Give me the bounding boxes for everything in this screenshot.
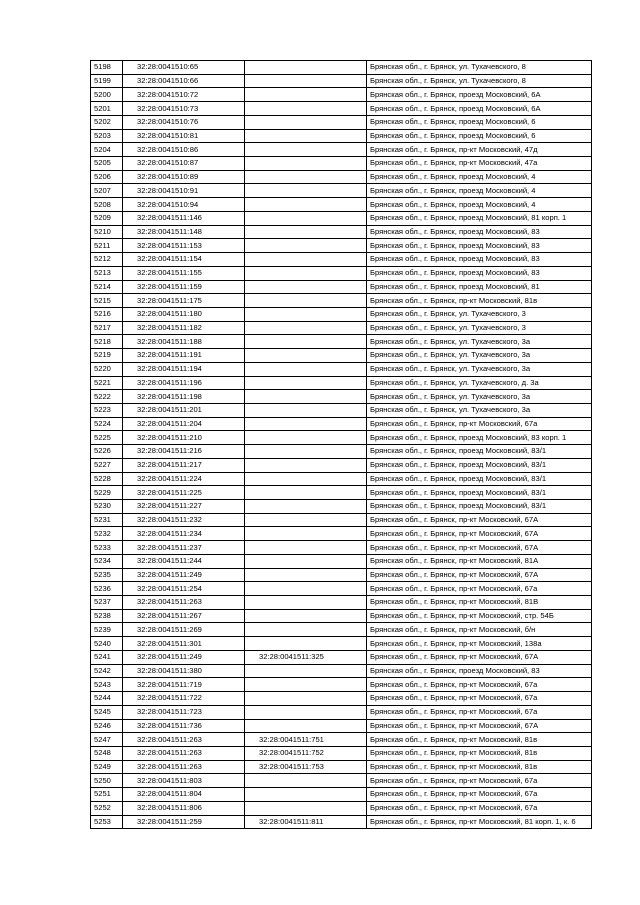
row-number-cell: 5209 — [91, 211, 123, 225]
cadastral-number-cell: 32:28:0041511:263 — [123, 746, 245, 760]
address-cell: Брянская обл., г. Брянск, пр-кт Московский, 81В — [367, 596, 592, 610]
address-cell: Брянская обл., г. Брянск, пр-кт Московский, 81в — [367, 294, 592, 308]
table-row — [91, 280, 592, 294]
table-row — [91, 335, 592, 349]
row-number-cell: 5245 — [91, 705, 123, 719]
address-cell: Брянская обл., г. Брянск, проезд Московский, 4 — [367, 170, 592, 184]
table-row — [91, 61, 592, 75]
cadastral-number-cell: 32:28:0041510:94 — [123, 198, 245, 212]
address-cell: Брянская обл., г. Брянск, пр-кт Московский, 47д — [367, 143, 592, 157]
related-cadastral-number-cell — [245, 678, 367, 692]
table-row — [91, 500, 592, 514]
related-cadastral-number-cell — [245, 307, 367, 321]
table-row — [91, 760, 592, 774]
row-number-cell: 5250 — [91, 774, 123, 788]
related-cadastral-number-cell — [245, 349, 367, 363]
address-cell: Брянская обл., г. Брянск, пр-кт Московский, 67А — [367, 513, 592, 527]
cadastral-number-cell: 32:28:0041511:216 — [123, 445, 245, 459]
related-cadastral-number-cell — [245, 664, 367, 678]
cadastral-number-cell: 32:28:0041511:225 — [123, 486, 245, 500]
row-number-cell: 5217 — [91, 321, 123, 335]
parcel-table-body — [91, 61, 592, 829]
address-cell: Брянская обл., г. Брянск, пр-кт Московский, 67а — [367, 801, 592, 815]
cadastral-number-cell: 32:28:0041511:736 — [123, 719, 245, 733]
related-cadastral-number-cell — [245, 431, 367, 445]
related-cadastral-number-cell — [245, 527, 367, 541]
related-cadastral-number-cell — [245, 568, 367, 582]
related-cadastral-number-cell — [245, 143, 367, 157]
address-cell: Брянская обл., г. Брянск, пр-кт Московский, 67А — [367, 541, 592, 555]
address-cell: Брянская обл., г. Брянск, пр-кт Московский, 67а — [367, 692, 592, 706]
address-cell: Брянская обл., г. Брянск, ул. Тухачевского, 8 — [367, 61, 592, 75]
address-cell: Брянская обл., г. Брянск, пр-кт Московский, 67а — [367, 582, 592, 596]
address-cell: Брянская обл., г. Брянск, ул. Тухачевского, 3а — [367, 362, 592, 376]
address-cell: Брянская обл., г. Брянск, ул. Тухачевского, 3 — [367, 307, 592, 321]
cadastral-number-cell: 32:28:0041510:87 — [123, 157, 245, 171]
related-cadastral-number-cell — [245, 376, 367, 390]
cadastral-number-cell: 32:28:0041510:89 — [123, 170, 245, 184]
cadastral-number-cell: 32:28:0041511:227 — [123, 500, 245, 514]
cadastral-number-cell: 32:28:0041511:804 — [123, 788, 245, 802]
row-number-cell: 5211 — [91, 239, 123, 253]
row-number-cell: 5243 — [91, 678, 123, 692]
table-row — [91, 541, 592, 555]
table-row — [91, 568, 592, 582]
row-number-cell: 5248 — [91, 746, 123, 760]
address-cell: Брянская обл., г. Брянск, ул. Тухачевского, 3а — [367, 403, 592, 417]
row-number-cell: 5244 — [91, 692, 123, 706]
address-cell: Брянская обл., г. Брянск, пр-кт Московский, 81в — [367, 733, 592, 747]
row-number-cell: 5210 — [91, 225, 123, 239]
row-number-cell: 5246 — [91, 719, 123, 733]
table-row — [91, 746, 592, 760]
row-number-cell: 5198 — [91, 61, 123, 75]
related-cadastral-number-cell: 32:28:0041511:811 — [245, 815, 367, 829]
table-row — [91, 733, 592, 747]
related-cadastral-number-cell — [245, 266, 367, 280]
address-cell: Брянская обл., г. Брянск, пр-кт Московский, 67А — [367, 650, 592, 664]
address-cell: Брянская обл., г. Брянск, проезд Московский, 81 — [367, 280, 592, 294]
row-number-cell: 5230 — [91, 500, 123, 514]
address-cell: Брянская обл., г. Брянск, пр-кт Московский, б/н — [367, 623, 592, 637]
cadastral-number-cell: 32:28:0041510:72 — [123, 88, 245, 102]
cadastral-number-cell: 32:28:0041511:210 — [123, 431, 245, 445]
row-number-cell: 5233 — [91, 541, 123, 555]
cadastral-number-cell: 32:28:0041511:153 — [123, 239, 245, 253]
table-row — [91, 239, 592, 253]
table-row — [91, 513, 592, 527]
related-cadastral-number-cell — [245, 129, 367, 143]
cadastral-number-cell: 32:28:0041511:269 — [123, 623, 245, 637]
cadastral-number-cell: 32:28:0041511:155 — [123, 266, 245, 280]
table-row — [91, 431, 592, 445]
row-number-cell: 5228 — [91, 472, 123, 486]
row-number-cell: 5236 — [91, 582, 123, 596]
table-row — [91, 445, 592, 459]
table-row — [91, 143, 592, 157]
related-cadastral-number-cell — [245, 554, 367, 568]
related-cadastral-number-cell — [245, 280, 367, 294]
table-row — [91, 609, 592, 623]
cadastral-number-cell: 32:28:0041511:159 — [123, 280, 245, 294]
cadastral-number-cell: 32:28:0041511:188 — [123, 335, 245, 349]
table-row — [91, 637, 592, 651]
cadastral-number-cell: 32:28:0041511:380 — [123, 664, 245, 678]
cadastral-number-cell: 32:28:0041511:201 — [123, 403, 245, 417]
row-number-cell: 5240 — [91, 637, 123, 651]
related-cadastral-number-cell — [245, 294, 367, 308]
cadastral-number-cell: 32:28:0041511:175 — [123, 294, 245, 308]
table-row — [91, 403, 592, 417]
related-cadastral-number-cell — [245, 788, 367, 802]
related-cadastral-number-cell — [245, 102, 367, 116]
row-number-cell: 5208 — [91, 198, 123, 212]
row-number-cell: 5238 — [91, 609, 123, 623]
row-number-cell: 5231 — [91, 513, 123, 527]
row-number-cell: 5237 — [91, 596, 123, 610]
row-number-cell: 5200 — [91, 88, 123, 102]
address-cell: Брянская обл., г. Брянск, пр-кт Московский, 67А — [367, 719, 592, 733]
address-cell: Брянская обл., г. Брянск, ул. Тухачевского, 3а — [367, 349, 592, 363]
address-cell: Брянская обл., г. Брянск, пр-кт Московский, 138а — [367, 637, 592, 651]
table-row — [91, 705, 592, 719]
cadastral-number-cell: 32:28:0041511:263 — [123, 733, 245, 747]
table-row — [91, 417, 592, 431]
row-number-cell: 5241 — [91, 650, 123, 664]
cadastral-number-cell: 32:28:0041511:232 — [123, 513, 245, 527]
table-row — [91, 376, 592, 390]
related-cadastral-number-cell — [245, 692, 367, 706]
address-cell: Брянская обл., г. Брянск, проезд Московский, 6 — [367, 129, 592, 143]
related-cadastral-number-cell — [245, 417, 367, 431]
row-number-cell: 5252 — [91, 801, 123, 815]
table-row — [91, 774, 592, 788]
cadastral-number-cell: 32:28:0041511:254 — [123, 582, 245, 596]
cadastral-number-cell: 32:28:0041511:249 — [123, 568, 245, 582]
address-cell: Брянская обл., г. Брянск, проезд Московский, 83 — [367, 225, 592, 239]
cadastral-number-cell: 32:28:0041511:267 — [123, 609, 245, 623]
row-number-cell: 5201 — [91, 102, 123, 116]
address-cell: Брянская обл., г. Брянск, проезд Московский, 6А — [367, 88, 592, 102]
related-cadastral-number-cell — [245, 458, 367, 472]
cadastral-number-cell: 32:28:0041511:259 — [123, 815, 245, 829]
address-cell: Брянская обл., г. Брянск, проезд Московский, 6 — [367, 115, 592, 129]
cadastral-number-cell: 32:28:0041511:806 — [123, 801, 245, 815]
row-number-cell: 5218 — [91, 335, 123, 349]
related-cadastral-number-cell — [245, 801, 367, 815]
table-row — [91, 88, 592, 102]
cadastral-number-cell: 32:28:0041511:234 — [123, 527, 245, 541]
cadastral-number-cell: 32:28:0041511:249 — [123, 650, 245, 664]
row-number-cell: 5204 — [91, 143, 123, 157]
row-number-cell: 5226 — [91, 445, 123, 459]
row-number-cell: 5249 — [91, 760, 123, 774]
related-cadastral-number-cell — [245, 157, 367, 171]
address-cell: Брянская обл., г. Брянск, проезд Московский, 83 корп. 1 — [367, 431, 592, 445]
address-cell: Брянская обл., г. Брянск, пр-кт Московский, 81А — [367, 554, 592, 568]
cadastral-number-cell: 32:28:0041511:263 — [123, 596, 245, 610]
related-cadastral-number-cell — [245, 403, 367, 417]
related-cadastral-number-cell — [245, 211, 367, 225]
cadastral-number-cell: 32:28:0041511:194 — [123, 362, 245, 376]
cadastral-number-cell: 32:28:0041511:263 — [123, 760, 245, 774]
cadastral-number-cell: 32:28:0041510:66 — [123, 74, 245, 88]
row-number-cell: 5199 — [91, 74, 123, 88]
cadastral-number-cell: 32:28:0041510:81 — [123, 129, 245, 143]
cadastral-number-cell: 32:28:0041511:217 — [123, 458, 245, 472]
table-row — [91, 184, 592, 198]
table-row — [91, 678, 592, 692]
row-number-cell: 5224 — [91, 417, 123, 431]
address-cell: Брянская обл., г. Брянск, пр-кт Московский, 47а — [367, 157, 592, 171]
row-number-cell: 5220 — [91, 362, 123, 376]
cadastral-number-cell: 32:28:0041510:91 — [123, 184, 245, 198]
table-row — [91, 692, 592, 706]
address-cell: Брянская обл., г. Брянск, пр-кт Московский, 81в — [367, 760, 592, 774]
related-cadastral-number-cell — [245, 170, 367, 184]
address-cell: Брянская обл., г. Брянск, проезд Московский, 83/1 — [367, 458, 592, 472]
cadastral-number-cell: 32:28:0041511:803 — [123, 774, 245, 788]
table-row — [91, 294, 592, 308]
address-cell: Брянская обл., г. Брянск, проезд Московский, 83 — [367, 239, 592, 253]
related-cadastral-number-cell — [245, 500, 367, 514]
related-cadastral-number-cell — [245, 253, 367, 267]
cadastral-number-cell: 32:28:0041511:204 — [123, 417, 245, 431]
table-row — [91, 266, 592, 280]
table-row — [91, 788, 592, 802]
related-cadastral-number-cell — [245, 115, 367, 129]
cadastral-number-cell: 32:28:0041511:146 — [123, 211, 245, 225]
address-cell: Брянская обл., г. Брянск, пр-кт Московский, 67А — [367, 568, 592, 582]
related-cadastral-number-cell — [245, 541, 367, 555]
cadastral-number-cell: 32:28:0041511:154 — [123, 253, 245, 267]
row-number-cell: 5216 — [91, 307, 123, 321]
table-row — [91, 321, 592, 335]
row-number-cell: 5212 — [91, 253, 123, 267]
related-cadastral-number-cell: 32:28:0041511:325 — [245, 650, 367, 664]
address-cell: Брянская обл., г. Брянск, пр-кт Московский, стр. 54Б — [367, 609, 592, 623]
related-cadastral-number-cell — [245, 335, 367, 349]
address-cell: Брянская обл., г. Брянск, пр-кт Московский, 67а — [367, 788, 592, 802]
address-cell: Брянская обл., г. Брянск, пр-кт Московский, 67а — [367, 774, 592, 788]
cadastral-number-cell: 32:28:0041511:148 — [123, 225, 245, 239]
row-number-cell: 5222 — [91, 390, 123, 404]
cadastral-number-cell: 32:28:0041511:196 — [123, 376, 245, 390]
table-row — [91, 458, 592, 472]
table-row — [91, 582, 592, 596]
row-number-cell: 5203 — [91, 129, 123, 143]
related-cadastral-number-cell — [245, 513, 367, 527]
table-row — [91, 815, 592, 829]
address-cell: Брянская обл., г. Брянск, пр-кт Московский, 81в — [367, 746, 592, 760]
cadastral-number-cell: 32:28:0041511:224 — [123, 472, 245, 486]
cadastral-number-cell: 32:28:0041510:73 — [123, 102, 245, 116]
related-cadastral-number-cell — [245, 74, 367, 88]
address-cell: Брянская обл., г. Брянск, проезд Московский, 83/1 — [367, 445, 592, 459]
cadastral-number-cell: 32:28:0041510:65 — [123, 61, 245, 75]
related-cadastral-number-cell — [245, 582, 367, 596]
cadastral-number-cell: 32:28:0041510:86 — [123, 143, 245, 157]
table-row — [91, 170, 592, 184]
cadastral-number-cell: 32:28:0041511:237 — [123, 541, 245, 555]
row-number-cell: 5215 — [91, 294, 123, 308]
address-cell: Брянская обл., г. Брянск, пр-кт Московский, 67А — [367, 527, 592, 541]
related-cadastral-number-cell — [245, 61, 367, 75]
address-cell: Брянская обл., г. Брянск, пр-кт Московский, 67а — [367, 705, 592, 719]
table-row — [91, 253, 592, 267]
row-number-cell: 5223 — [91, 403, 123, 417]
cadastral-number-cell: 32:28:0041511:182 — [123, 321, 245, 335]
related-cadastral-number-cell: 32:28:0041511:752 — [245, 746, 367, 760]
cadastral-number-cell: 32:28:0041510:76 — [123, 115, 245, 129]
table-row — [91, 472, 592, 486]
row-number-cell: 5219 — [91, 349, 123, 363]
table-row — [91, 486, 592, 500]
address-cell: Брянская обл., г. Брянск, проезд Московский, 83 — [367, 664, 592, 678]
table-row — [91, 623, 592, 637]
related-cadastral-number-cell: 32:28:0041511:753 — [245, 760, 367, 774]
table-row — [91, 349, 592, 363]
related-cadastral-number-cell: 32:28:0041511:751 — [245, 733, 367, 747]
address-cell: Брянская обл., г. Брянск, ул. Тухачевского, д. 3а — [367, 376, 592, 390]
row-number-cell: 5202 — [91, 115, 123, 129]
table-row — [91, 129, 592, 143]
address-cell: Брянская обл., г. Брянск, проезд Московский, 83 — [367, 253, 592, 267]
cadastral-number-cell: 32:28:0041511:723 — [123, 705, 245, 719]
cadastral-number-cell: 32:28:0041511:301 — [123, 637, 245, 651]
related-cadastral-number-cell — [245, 623, 367, 637]
row-number-cell: 5207 — [91, 184, 123, 198]
table-row — [91, 390, 592, 404]
address-cell: Брянская обл., г. Брянск, проезд Московский, 4 — [367, 184, 592, 198]
related-cadastral-number-cell — [245, 362, 367, 376]
table-row — [91, 554, 592, 568]
address-cell: Брянская обл., г. Брянск, проезд Московский, 4 — [367, 198, 592, 212]
cadastral-number-cell: 32:28:0041511:722 — [123, 692, 245, 706]
address-cell: Брянская обл., г. Брянск, ул. Тухачевского, 3 — [367, 321, 592, 335]
cadastral-number-cell: 32:28:0041511:191 — [123, 349, 245, 363]
related-cadastral-number-cell — [245, 705, 367, 719]
table-row — [91, 719, 592, 733]
address-cell: Брянская обл., г. Брянск, ул. Тухачевского, 3а — [367, 335, 592, 349]
row-number-cell: 5229 — [91, 486, 123, 500]
address-cell: Брянская обл., г. Брянск, проезд Московский, 83 — [367, 266, 592, 280]
table-row — [91, 211, 592, 225]
related-cadastral-number-cell — [245, 609, 367, 623]
related-cadastral-number-cell — [245, 321, 367, 335]
row-number-cell: 5234 — [91, 554, 123, 568]
address-cell: Брянская обл., г. Брянск, проезд Московский, 83/1 — [367, 486, 592, 500]
address-cell: Брянская обл., г. Брянск, проезд Московский, 83/1 — [367, 500, 592, 514]
table-row — [91, 157, 592, 171]
table-row — [91, 307, 592, 321]
related-cadastral-number-cell — [245, 198, 367, 212]
related-cadastral-number-cell — [245, 596, 367, 610]
cadastral-number-cell: 32:28:0041511:719 — [123, 678, 245, 692]
address-cell: Брянская обл., г. Брянск, пр-кт Московский, 81 корп. 1, к. 6 — [367, 815, 592, 829]
row-number-cell: 5225 — [91, 431, 123, 445]
cadastral-number-cell: 32:28:0041511:244 — [123, 554, 245, 568]
table-row — [91, 664, 592, 678]
cadastral-number-cell: 32:28:0041511:180 — [123, 307, 245, 321]
address-cell: Брянская обл., г. Брянск, проезд Московский, 6А — [367, 102, 592, 116]
cadastral-number-cell: 32:28:0041511:198 — [123, 390, 245, 404]
related-cadastral-number-cell — [245, 184, 367, 198]
row-number-cell: 5227 — [91, 458, 123, 472]
row-number-cell: 5232 — [91, 527, 123, 541]
related-cadastral-number-cell — [245, 445, 367, 459]
row-number-cell: 5247 — [91, 733, 123, 747]
row-number-cell: 5205 — [91, 157, 123, 171]
row-number-cell: 5239 — [91, 623, 123, 637]
row-number-cell: 5242 — [91, 664, 123, 678]
table-row — [91, 74, 592, 88]
address-cell: Брянская обл., г. Брянск, пр-кт Московский, 67а — [367, 417, 592, 431]
table-row — [91, 198, 592, 212]
row-number-cell: 5213 — [91, 266, 123, 280]
row-number-cell: 5253 — [91, 815, 123, 829]
related-cadastral-number-cell — [245, 719, 367, 733]
row-number-cell: 5221 — [91, 376, 123, 390]
related-cadastral-number-cell — [245, 472, 367, 486]
table-row — [91, 801, 592, 815]
related-cadastral-number-cell — [245, 637, 367, 651]
table-row — [91, 225, 592, 239]
row-number-cell: 5214 — [91, 280, 123, 294]
related-cadastral-number-cell — [245, 486, 367, 500]
row-number-cell: 5251 — [91, 788, 123, 802]
table-row — [91, 527, 592, 541]
address-cell: Брянская обл., г. Брянск, ул. Тухачевского, 8 — [367, 74, 592, 88]
related-cadastral-number-cell — [245, 774, 367, 788]
address-cell: Брянская обл., г. Брянск, ул. Тухачевского, 3а — [367, 390, 592, 404]
related-cadastral-number-cell — [245, 390, 367, 404]
row-number-cell: 5206 — [91, 170, 123, 184]
table-row — [91, 362, 592, 376]
table-row — [91, 650, 592, 664]
related-cadastral-number-cell — [245, 239, 367, 253]
row-number-cell: 5235 — [91, 568, 123, 582]
table-row — [91, 102, 592, 116]
table-row — [91, 115, 592, 129]
address-cell: Брянская обл., г. Брянск, проезд Московский, 83/1 — [367, 472, 592, 486]
address-cell: Брянская обл., г. Брянск, пр-кт Московский, 67а — [367, 678, 592, 692]
related-cadastral-number-cell — [245, 88, 367, 102]
table-row — [91, 596, 592, 610]
parcel-table — [90, 60, 592, 829]
address-cell: Брянская обл., г. Брянск, проезд Московский, 81 корп. 1 — [367, 211, 592, 225]
related-cadastral-number-cell — [245, 225, 367, 239]
